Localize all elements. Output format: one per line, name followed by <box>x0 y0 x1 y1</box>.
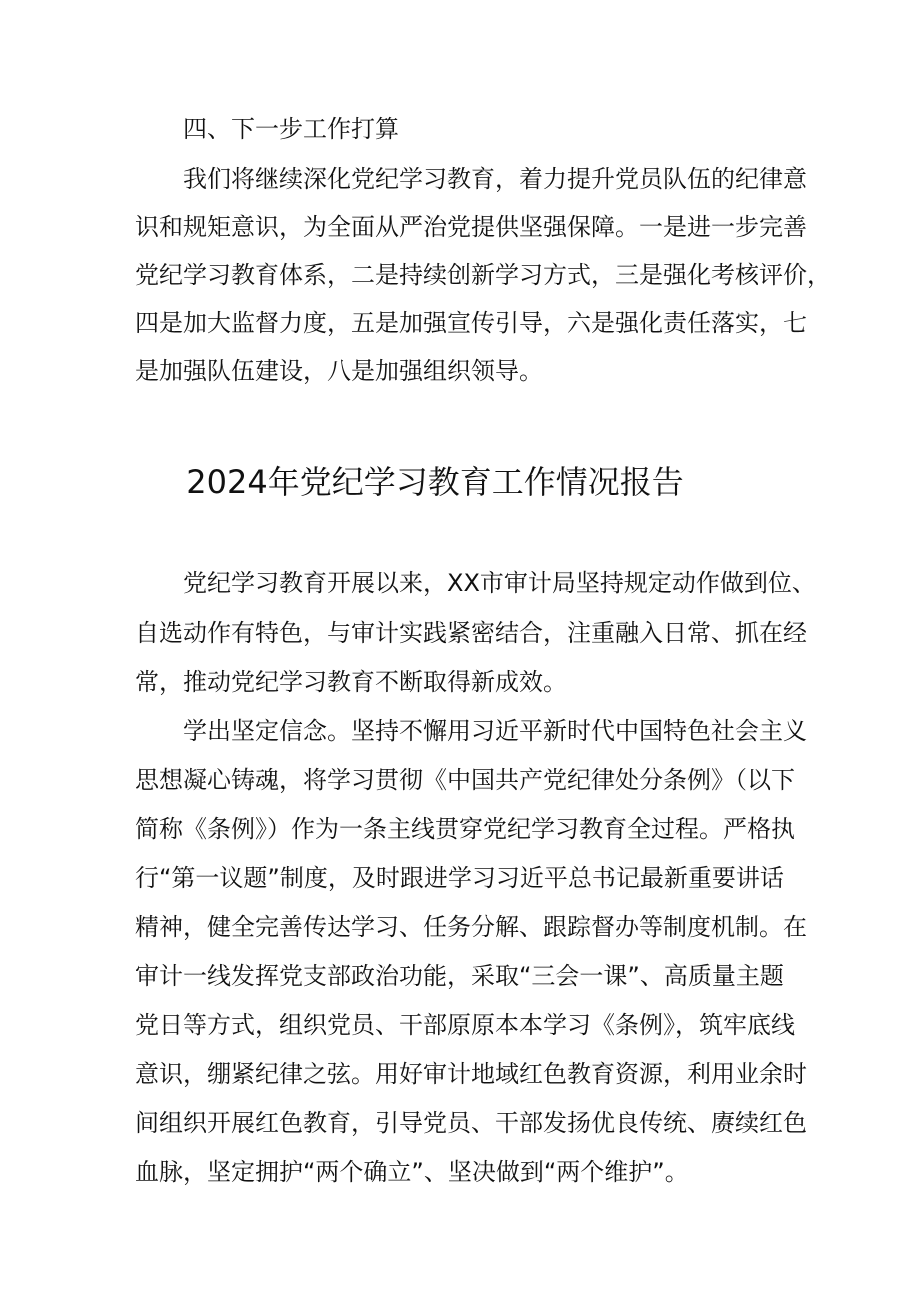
paragraph-line: 是加强队伍建设，八是加强组织领导。 <box>135 357 543 385</box>
paragraph-line: 党纪学习教育体系，二是持续创新学习方式，三是强化考核评价， <box>135 261 831 289</box>
section-heading: 四、下一步工作打算 <box>183 115 399 143</box>
paragraph-line: 党日等方式，组织党员、干部原原本本学习《条例》，筑牢底线 <box>135 1011 795 1039</box>
paragraph-line: 简称《条例》）作为一条主线贯穿党纪学习教育全过程。严格执 <box>135 815 795 843</box>
paragraph-line: 常，推动党纪学习教育不断取得新成效。 <box>135 668 567 696</box>
paragraph-line: 精神，健全完善传达学习、任务分解、跟踪督办等制度机制。在 <box>135 913 807 941</box>
paragraph-line: 识和规矩意识，为全面从严治党提供坚强保障。一是进一步完善 <box>135 213 807 241</box>
paragraph-line: 审计一线发挥党支部政治功能，采取“三会一课”、高质量主题 <box>135 962 784 990</box>
paragraph-line: 意识，绷紧纪律之弦。用好审计地域红色教育资源，利用业余时 <box>135 1060 807 1088</box>
paragraph-line: 思想凝心铸魂，将学习贯彻《中国共产党纪律处分条例》（以下 <box>135 766 795 794</box>
paragraph-line: 自选动作有特色，与审计实践紧密结合，注重融入日常、抓在经 <box>135 619 807 647</box>
paragraph-line: 学出坚定信念。坚持不懈用习近平新时代中国特色社会主义 <box>183 717 807 745</box>
paragraph-line: 我们将继续深化党纪学习教育，着力提升党员队伍的纪律意 <box>183 165 807 193</box>
paragraph-line: 间组织开展红色教育，引导党员、干部发扬优良传统、赓续红色 <box>135 1109 807 1137</box>
paragraph-line: 血脉，坚定拥护“两个确立”、坚决做到“两个维护”。 <box>135 1158 689 1186</box>
report-title: 2024年党纪学习教育工作情况报告 <box>186 463 684 501</box>
paragraph-line: 党纪学习教育开展以来，XX市审计局坚持规定动作做到位、 <box>183 569 816 597</box>
paragraph-line: 四是加大监督力度，五是加强宣传引导，六是强化责任落实，七 <box>135 309 807 337</box>
paragraph-line: 行“第一议题”制度，及时跟进学习习近平总书记最新重要讲话 <box>135 864 784 892</box>
